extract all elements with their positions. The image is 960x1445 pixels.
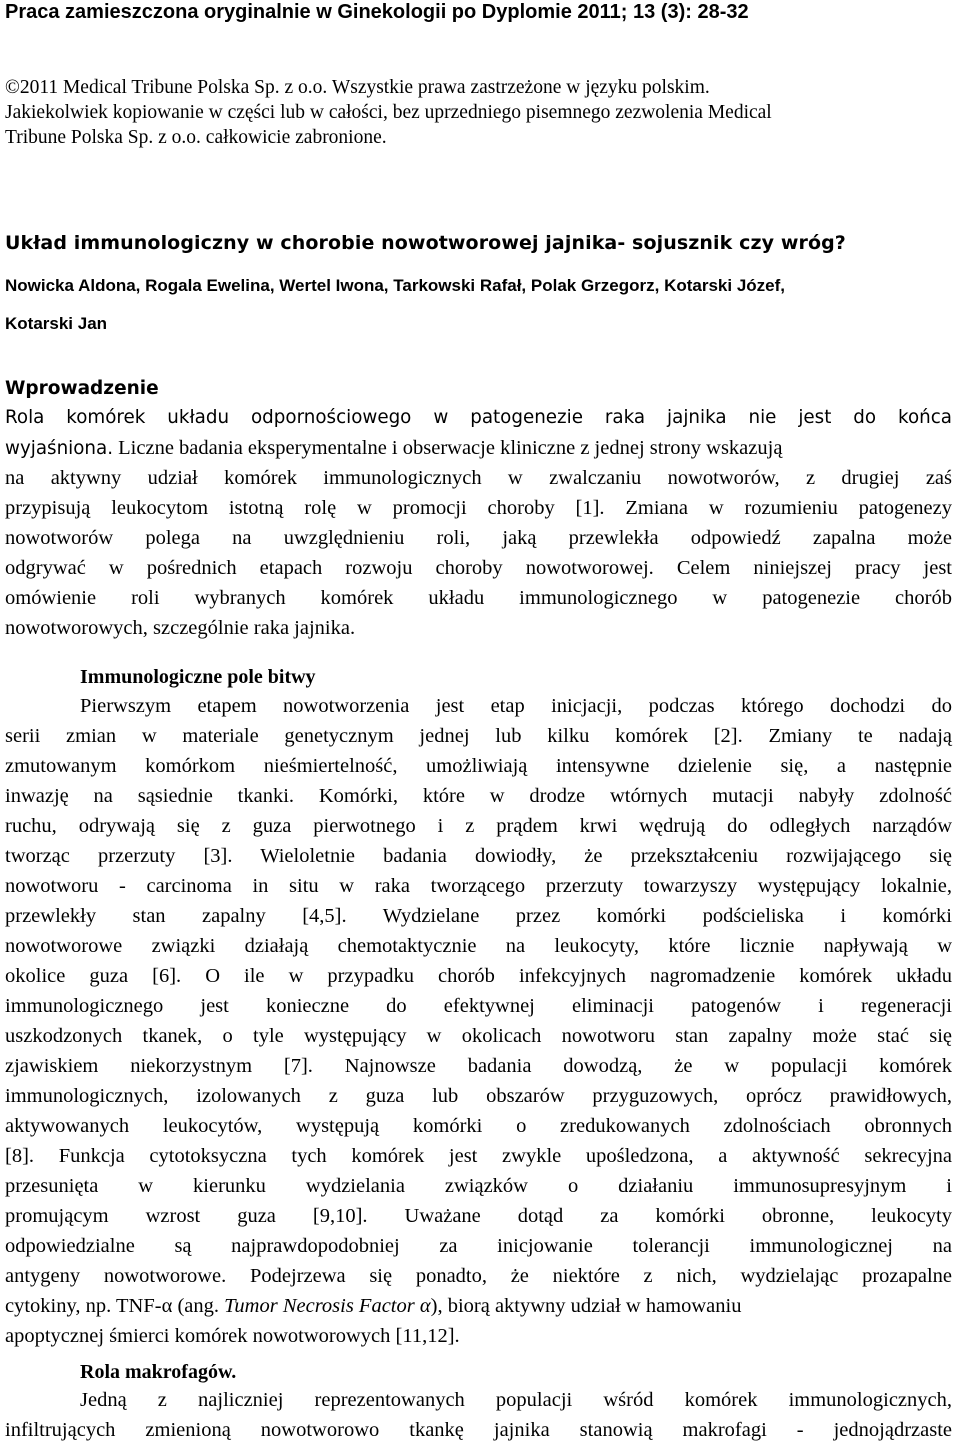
paragraph-line: odgrywać w pośrednich etapach rozwoju choroby nowotworowej. Celem niniejszej pracy jest (5, 557, 952, 579)
paragraph-line: na aktywny udział komórek immunologicznych w zwalczaniu nowotworów, z drugiej zaś (5, 467, 952, 489)
citation-header: Praca zamieszczona oryginalnie w Ginekologii po Dyplomie 2011; 13 (3): 28-32 (5, 1, 749, 23)
paragraph-line: zjawiskiem niekorzystnym [7]. Najnowsze badania dowodzą, że w populacji komórek (5, 1055, 952, 1077)
paragraph-line: przesunięta w kierunku wydzielania związków o działaniu immunosupresyjnym i (5, 1175, 952, 1197)
paragraph-fragment-italic: Tumor Necrosis Factor α (224, 1295, 431, 1317)
paragraph-line: nowotworowe związki działają chemotaktycznie na leukocyty, które licznie napływają w (5, 935, 952, 957)
copyright-line: Jakiekolwiek kopiowanie w części lub w całości, bez uprzedniego pisemnego zezwolenia Medical (5, 102, 772, 123)
paragraph-line: tworząc przerzuty [3]. Wieloletnie badania dowiodły, że przekształceniu rozwijającego się (5, 845, 952, 867)
paragraph-line: uszkodzonych tkanek, o tyle występujący w okolicach nowotworu stan zapalny może stać się (5, 1025, 952, 1047)
copyright-line: Tribune Polska Sp. z o.o. całkowicie zabronione. (5, 127, 387, 148)
paragraph-line (5, 433, 952, 463)
section-heading-battlefield: Immunologiczne pole bitwy (80, 666, 316, 688)
paragraph-line: [8]. Funkcja cytotoksyczna tych komórek jest zwykle upośledzona, a aktywność sekrecyjna (5, 1145, 952, 1167)
paragraph-line: zmutowanym komórkom nieśmiertelność, umożliwiają intensywne dzielenie się, a następnie (5, 755, 952, 777)
paragraph-line: omówienie roli wybranych komórek układu immunologicznego w patogenezie chorób (5, 587, 952, 609)
intro-paragraph (5, 403, 952, 643)
section-heading-macrophages: Rola makrofagów. (80, 1361, 237, 1383)
copyright-notice (5, 75, 952, 150)
paragraph-fragment: ), biorą aktywny udział w hamowaniu (430, 1295, 742, 1317)
paragraph-line: aktywowanych leukocytów, występują komórki o zredukowanych zdolnościach obronnych (5, 1115, 952, 1137)
paragraph-line: apoptycznej śmierci komórek nowotworowych [11,12]. (5, 1325, 460, 1347)
paragraph-line: inwazję na sąsiednie tkanki. Komórki, które w drodze wtórnych mutacji nabyły zdolność (5, 785, 952, 807)
paragraph-line: nowotworu - carcinoma in situ w raka tworzącego przerzuty towarzyszy występujący lokalnie, (5, 875, 952, 897)
paragraph-fragment: wyjaśniona. (5, 438, 114, 459)
paragraph-line: immunologicznego jest konieczne do efektywnej eliminacji patogenów i regeneracji (5, 995, 952, 1017)
paragraph-line: przypisują leukocytom istotną rolę w promocji choroby [1]. Zmiana w rozumieniu patogenezy (5, 497, 952, 519)
paragraph-line: odpowiedzialne są najprawdopodobniej za inicjowanie tolerancji immunologicznej na (5, 1235, 952, 1257)
paragraph-line: serii zmian w materiale genetycznym jednej lub kilku komórek [2]. Zmiany te nadają (5, 725, 952, 747)
paragraph-line: ruchu, odrywają się z guza pierwotnego i z prądem krwi wędrują do odległych narządów (5, 815, 952, 837)
section-heading-intro: Wprowadzenie (5, 378, 159, 399)
paragraph-line: nowotworów polega na uwzględnieniu roli, jaką przewlekła odpowiedź zapalna może (5, 527, 952, 549)
paragraph-line: przewlekły stan zapalny [4,5]. Wydzielane przez komórki podścieliska i komórki (5, 905, 952, 927)
paragraph-line (5, 1291, 952, 1321)
paragraph-line: infiltrujących zmienioną nowotworowo tkankę jajnika stanowią makrofagi - jednojądrzaste (5, 1419, 952, 1441)
paragraph-line: promującym wzrost guza [9,10]. Uważane dotąd za komórki obronne, leukocyty (5, 1205, 952, 1227)
paragraph-line: antygeny nowotworowe. Podejrzewa się ponadto, że niektóre z nich, wydzielając prozapalne (5, 1265, 952, 1287)
paragraph-line: immunologicznych, izolowanych z guza lub obszarów przyguzowych, oprócz prawidłowych, (5, 1085, 952, 1107)
authors-line: Nowicka Aldona, Rogala Ewelina, Wertel Iwona, Tarkowski Rafał, Polak Grzegorz, Kotarski Józef, (5, 276, 786, 295)
paragraph-line: okolice guza [6]. O ile w przypadku chorób infekcyjnych nagromadzenie komórek układu (5, 965, 952, 987)
paragraph-line: Jedną z najliczniej reprezentowanych populacji wśród komórek immunologicznych, (80, 1389, 952, 1411)
paragraph-fragment: Liczne badania eksperymentalne i obserwacje kliniczne z jednej strony wskazują (118, 437, 783, 459)
macrophages-paragraph (5, 1385, 952, 1445)
paragraph-line: Rola komórek układu odpornościowego w patogenezie raka jajnika nie jest do końca (5, 407, 952, 428)
paragraph-fragment: cytokiny, np. TNF-α (ang. (5, 1295, 225, 1317)
copyright-line: ©2011 Medical Tribune Polska Sp. z o.o. Wszystkie prawa zastrzeżone w języku polskim. (5, 77, 710, 98)
paragraph-line: nowotworowych, szczególnie raka jajnika. (5, 617, 356, 639)
paragraph-line: Pierwszym etapem nowotworzenia jest etap inicjacji, podczas którego dochodzi do (80, 695, 952, 717)
authors-line: Kotarski Jan (5, 314, 108, 333)
battlefield-paragraph (5, 691, 952, 1351)
article-title: Układ immunologiczny w chorobie nowotworowej jajnika- sojusznik czy wróg? (5, 232, 846, 254)
